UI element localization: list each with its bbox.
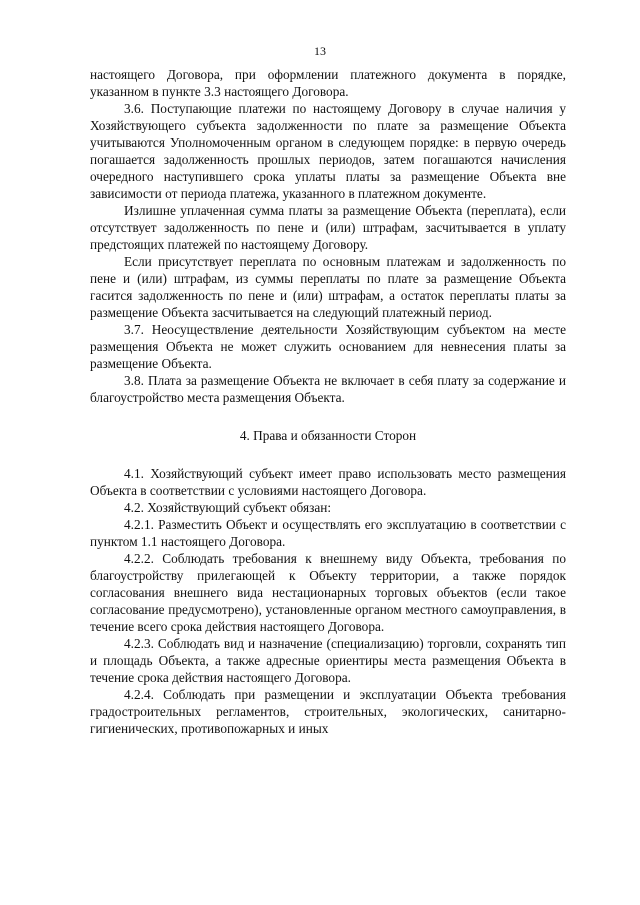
paragraph-4-2-1: 4.2.1. Разместить Объект и осуществлять его эксплуатацию в соответствии с пунктом 1.1 настоящего Договора.	[90, 517, 566, 549]
page-number: 13	[314, 44, 326, 58]
paragraph-3-7: 3.7. Неосуществление деятельности Хозяйствующим субъектом на месте размещения Объекта не может служить основанием для невнесения платы за размещение Объекта.	[90, 322, 566, 371]
paragraph-4-2: 4.2. Хозяйствующий субъект обязан:	[124, 500, 332, 515]
paragraph-4-2-2: 4.2.2. Соблюдать требования к внешнему виду Объекта, требования по благоустройству прилегающей к Объекту территории, а также порядок согласования внешнего вида нестационарных торговых объектов (если такое согласование предусмотрено), установленные органом местного самоуправления, в течение всего срока действия настоящего Договора.	[90, 551, 566, 634]
paragraph-continuation: настоящего Договора, при оформлении платежного документа в порядке, указанном в пункте 3.3 настоящего Договора.	[90, 67, 566, 99]
paragraph-4-2-4: 4.2.4. Соблюдать при размещении и эксплуатации Объекта требования градостроительных регламентов, строительных, экологических, санитарно-гигиенических, противопожарных и иных	[90, 687, 566, 736]
paragraph-overpayment-penalty: Если присутствует переплата по основным платежам и задолженность по пене и (или) штрафам, из суммы переплаты по плате за размещение Объекта гасится задолженность по пене и (или) штрафам, а остаток переплаты платы за размещение Объекта засчитывается на следующий платежный период.	[90, 254, 566, 320]
paragraph-4-2-3: 4.2.3. Соблюдать вид и назначение (специализацию) торговли, сохранять тип и площадь Объекта, а также адресные ориентиры места размещения Объекта в течение срока действия настоящего Договора.	[90, 636, 566, 685]
paragraph-4-1: 4.1. Хозяйствующий субъект имеет право использовать место размещения Объекта в соответствии с условиями настоящего Договора.	[90, 466, 566, 498]
document-body	[90, 66, 566, 737]
paragraph-3-8: 3.8. Плата за размещение Объекта не включает в себя плату за содержание и благоустройство места размещения Объекта.	[90, 373, 566, 405]
section-heading: 4. Права и обязанности Сторон	[239, 428, 417, 443]
paragraph-overpayment: Излишне уплаченная сумма платы за размещение Объекта (переплата), если отсутствует задолженность по пене и (или) штрафам, засчитывается в уплату предстоящих платежей по настоящему Договору.	[90, 203, 566, 252]
paragraph-3-6: 3.6. Поступающие платежи по настоящему Договору в случае наличия у Хозяйствующего субъекта задолженности по плате за размещение Объекта учитываются Уполномоченным органом в следующем порядке: в первую очередь погашается задолженность прошлых периодов, затем погашаются начисления очередного наступившего срока уплаты платы за размещение Объекта вне зависимости от периода платежа, указанного в платежном документе.	[90, 101, 566, 201]
